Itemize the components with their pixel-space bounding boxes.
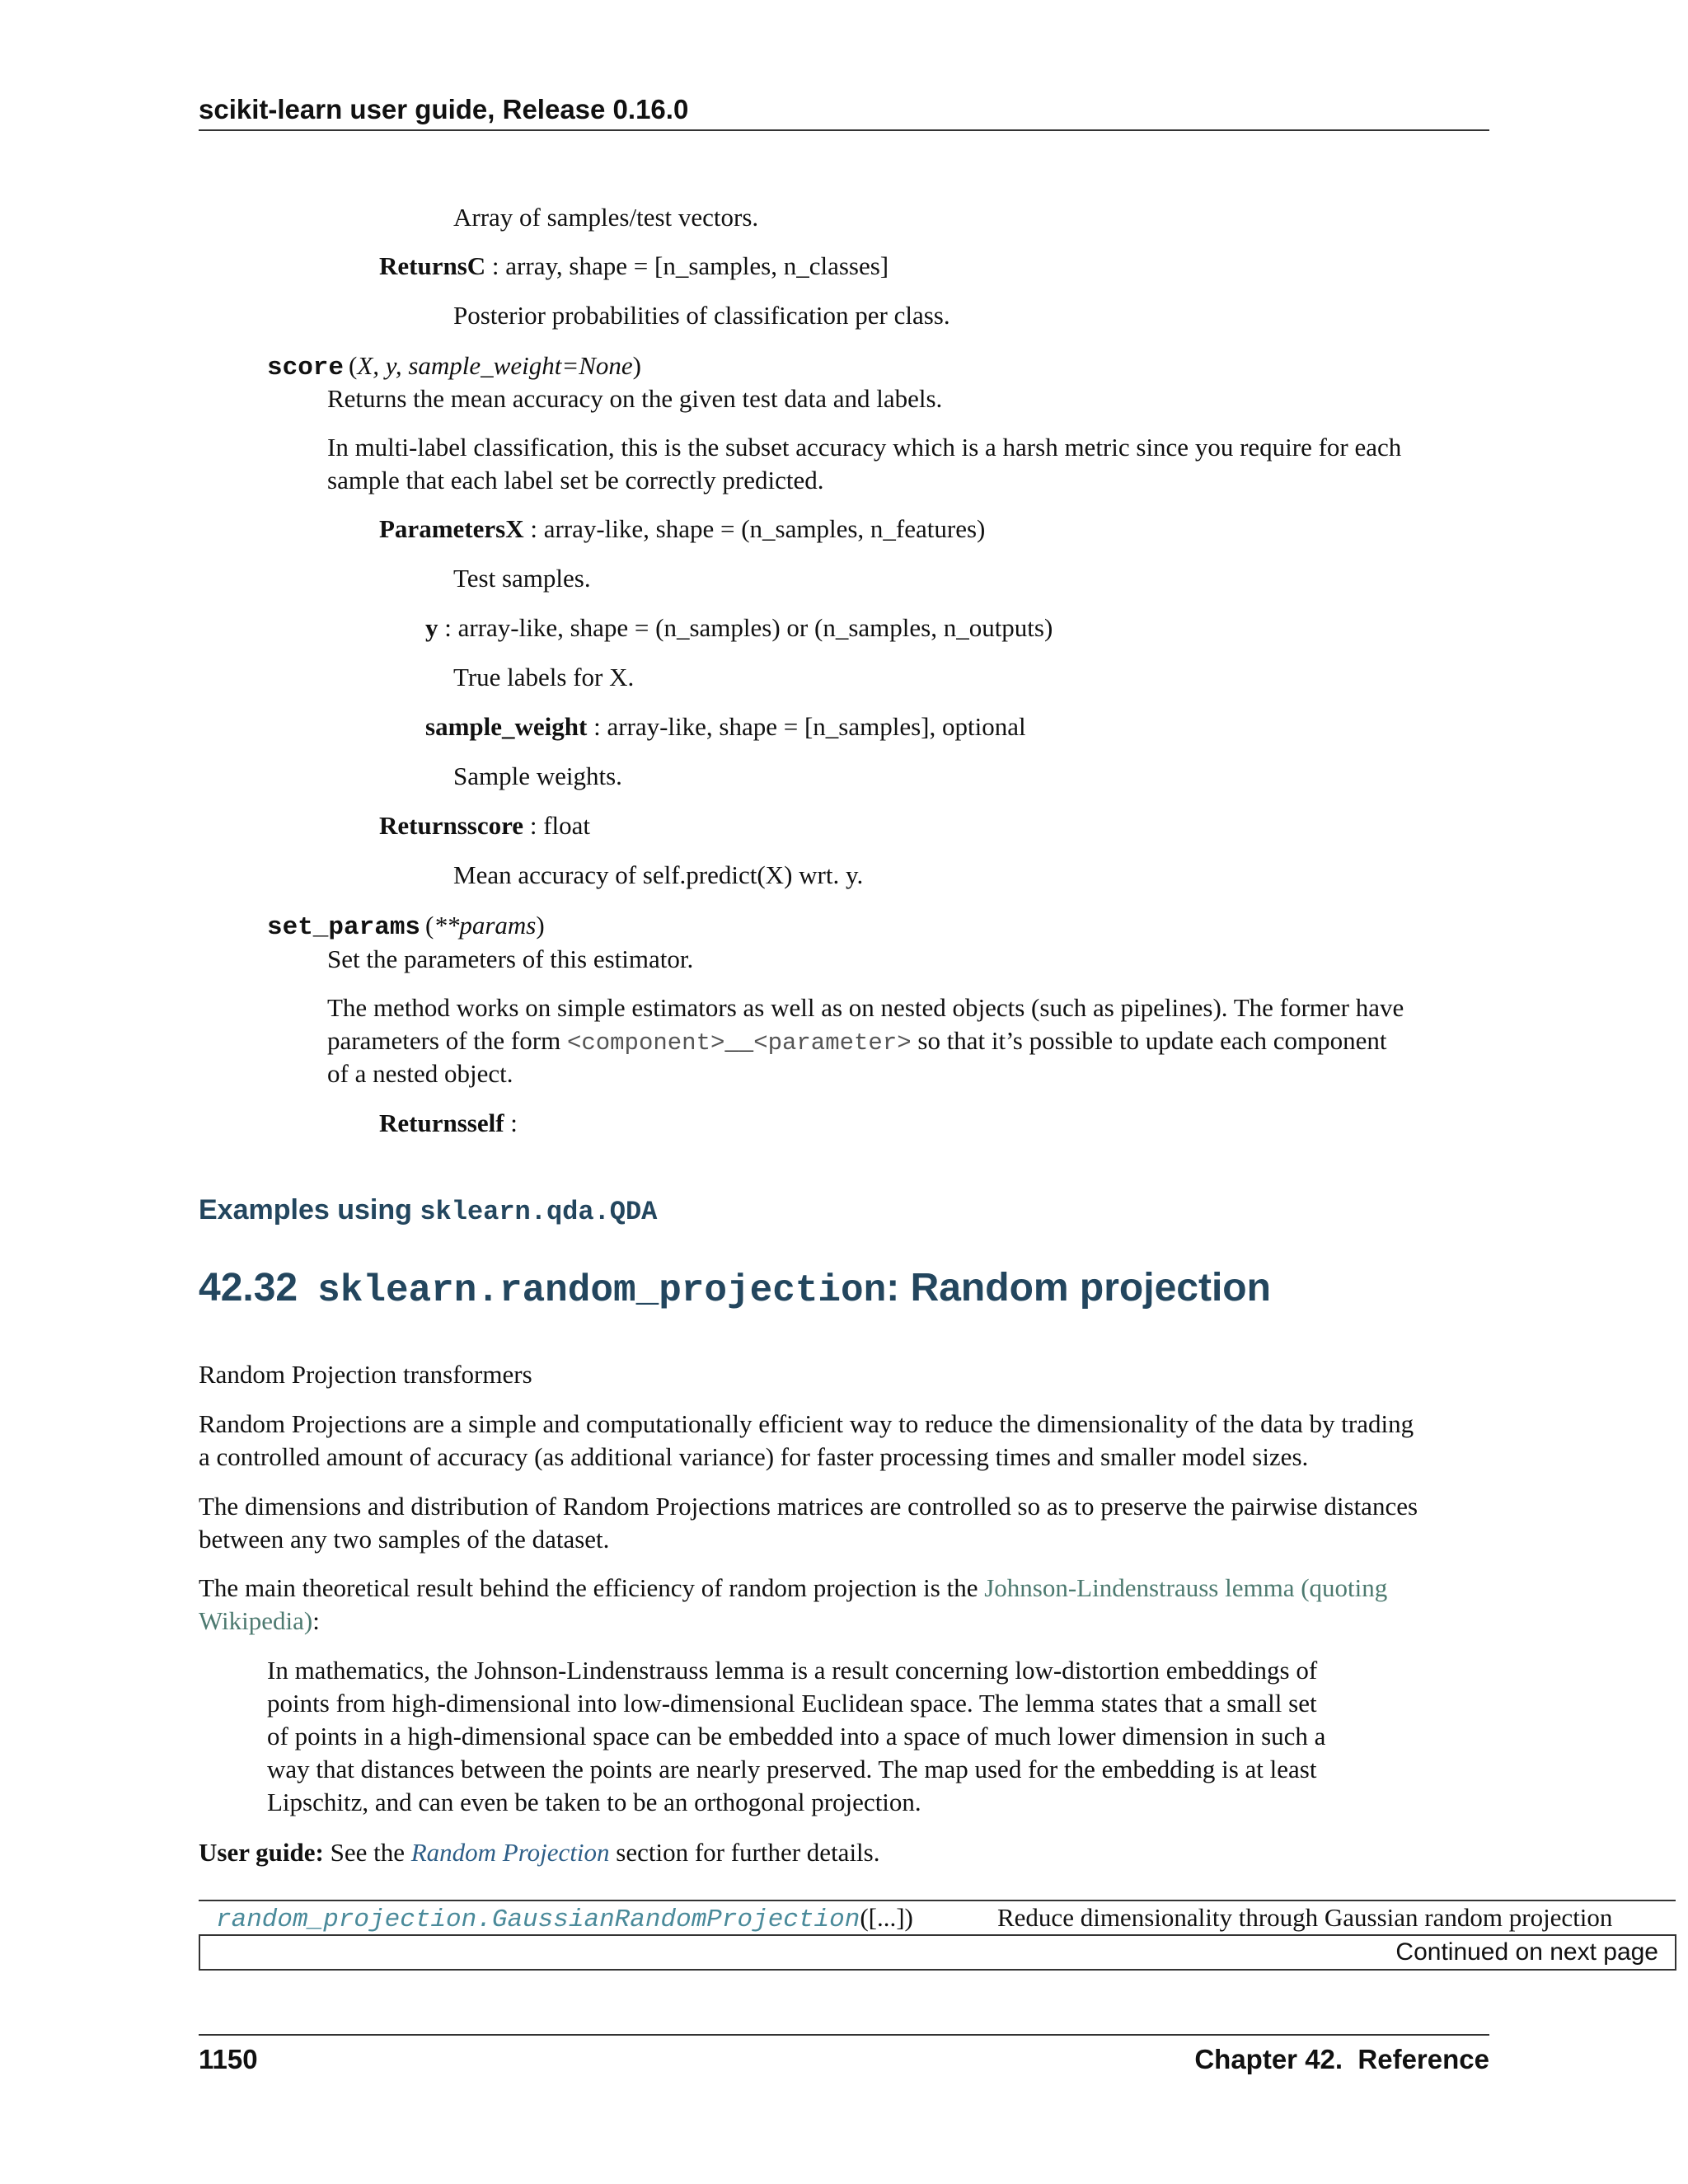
returns-name: C [467,251,486,280]
returns-name: self [467,1108,504,1137]
set-params-description-line2 [327,1024,1386,1060]
returns-name: score [467,811,524,840]
param-y-type: : array-like, shape = (n_samples) or (n_samples, n_outputs) [438,613,1053,642]
header-rule [199,129,1489,131]
quote-line: way that distances between the points are nearly preserved. The map used for the embedding is at least [267,1755,1317,1783]
param-sample-weight-description: Sample weights. [453,762,622,790]
table-row [216,1901,913,1937]
section-paragraph2-line1: The dimensions and distribution of Random Projections matrices are controlled so as to preserve the pairwise distances [199,1492,1418,1521]
inline-code-separator: __ [724,1029,754,1057]
score-args: X, y, sample_weight=None [357,351,633,380]
score-param-y-line [425,612,1053,644]
score-method-name: score [267,354,345,382]
param-sample-weight-type: : array-like, shape = [n_samples], optional [587,712,1026,741]
section-paragraph3-line1 [199,1572,1387,1605]
returns-label: Returns [379,1108,467,1137]
examples-heading [199,1192,657,1230]
random-projection-link[interactable]: Random Projection [410,1838,610,1867]
desc-text: parameters of the form [327,1026,567,1055]
section-heading [199,1263,1271,1315]
score-description-line2: sample that each label set be correctly predicted. [327,466,824,494]
wikipedia-link[interactable]: Wikipedia) [199,1606,313,1635]
table-row-description: Reduce dimensionality through Gaussian random projection [997,1903,1613,1932]
score-param-sw-line [425,710,1026,743]
quote-line: In mathematics, the Johnson-Lindenstrauss lemma is a result concerning low-distortion embeddings of [267,1656,1318,1685]
set-params-description-line3: of a nested object. [327,1059,513,1088]
set-params-returns-line [379,1107,518,1140]
returns-description: Posterior probabilities of classification per class. [453,301,950,330]
param-y-description: True labels for X. [453,663,635,691]
returns-type: : array, shape = [n_samples, n_classes] [485,251,889,280]
section-module-name: sklearn.random_projection [317,1269,887,1312]
desc-text: so that it’s possible to update each component [911,1026,1387,1055]
param-y-name: y [425,613,438,642]
score-returns-line [379,809,590,842]
section-intro: Random Projection transformers [199,1360,532,1389]
gaussian-random-projection-link[interactable]: random_projection.GaussianRandomProjection [216,1905,860,1934]
returns-line [379,250,889,283]
user-guide-label: User guide: [199,1838,324,1867]
user-guide-line [199,1836,879,1869]
continued-on-next-page: Continued on next page [1395,1938,1658,1966]
returns-type: : [504,1108,518,1137]
examples-heading-text: Examples using [199,1194,420,1226]
paragraph-text: : [312,1606,320,1635]
running-header-title: scikit-learn user guide, Release 0.16.0 [199,94,689,124]
set-params-args: **params [434,911,537,940]
score-close-paren: ) [632,351,641,380]
score-summary: Returns the mean accuracy on the given test data and labels. [327,384,943,413]
set-params-signature [267,909,545,944]
param-x-description: Test samples. [453,564,591,593]
param-x-type: : array-like, shape = (n_samples, n_features) [523,514,986,543]
score-description-line1: In multi-label classification, this is the subset accuracy which is a harsh metric since you require for each [327,433,1402,462]
parameters-label: Parameters [379,514,506,543]
user-guide-text: section for further details. [609,1838,880,1867]
paragraph-text: The main theoretical result behind the efficiency of random projection is the [199,1573,985,1602]
user-guide-text: See the [323,1838,411,1867]
inline-code-parameter: <parameter> [753,1029,912,1057]
quote-line: points from high-dimensional into low-dimensional Euclidean space. The lemma states that a small set [267,1689,1317,1718]
set-params-close-paren: ) [536,911,545,940]
johnson-lindenstrauss-link[interactable]: Johnson-Lindenstrauss lemma (quoting [984,1573,1388,1602]
set-params-open-paren: ( [425,911,434,940]
table-row-args: ([...]) [860,1903,913,1932]
section-number: 42.32 [199,1266,298,1310]
param-description: Array of samples/test vectors. [453,203,759,232]
inline-code-component: <component> [566,1029,725,1057]
returns-type: : float [523,811,590,840]
set-params-summary: Set the parameters of this estimator. [327,944,694,973]
param-sample-weight-name: sample_weight [425,712,588,741]
score-param-x-line [379,513,985,546]
section-title: : Random projection [886,1266,1271,1310]
chapter-title: Chapter 42. Reference [1194,2044,1489,2074]
block-quote [267,1654,1325,1819]
param-x-name: X [505,514,524,543]
section-paragraph2-line2: between any two samples of the dataset. [199,1525,610,1554]
set-params-method-name: set_params [267,913,421,942]
score-open-paren: ( [349,351,358,380]
continued-box [199,1934,1676,1971]
examples-heading-code-link[interactable]: sklearn.qda.QDA [420,1197,658,1227]
section-paragraph3-line2 [199,1605,320,1638]
section-paragraph1-line2: a controlled amount of accuracy (as additional variance) for faster processing times and smaller model sizes. [199,1442,1309,1471]
quote-line: of points in a high-dimensional space can be embedded into a space of much lower dimension in such a [267,1722,1326,1750]
page-number: 1150 [199,2044,258,2074]
set-params-description-line1: The method works on simple estimators as well as on nested objects (such as pipelines). The former have [327,993,1404,1022]
quote-line: Lipschitz, and can even be taken to be an orthogonal projection. [267,1788,921,1816]
score-returns-description: Mean accuracy of self.predict(X) wrt. y. [453,860,864,889]
section-paragraph1-line1: Random Projections are a simple and computationally efficient way to reduce the dimensionality of the data by trading [199,1409,1414,1438]
score-signature [267,349,641,385]
returns-label: Returns [379,811,467,840]
returns-label: Returns [379,251,467,280]
footer-rule [199,2034,1489,2036]
